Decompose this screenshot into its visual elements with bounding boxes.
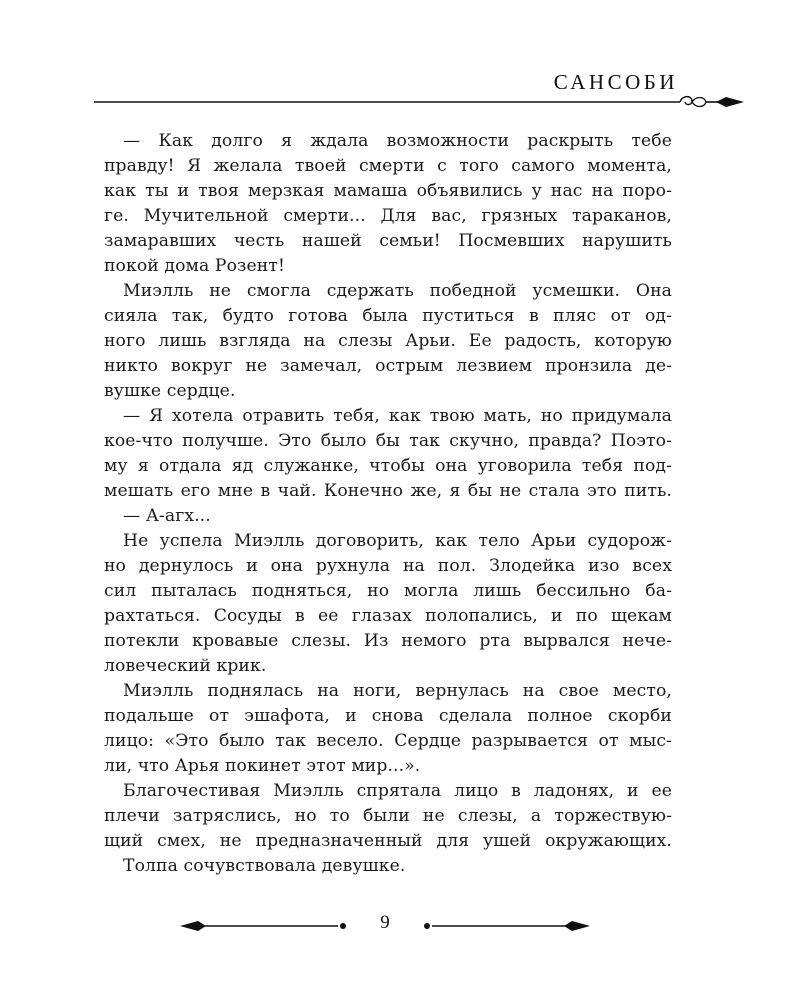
text-line: Миэлль поднялась на ноги, вернулась на свое место, (123, 681, 672, 701)
text-line: ловеческий крик. (104, 656, 267, 676)
text-line: — Как долго я ждала возможности раскрыть тебе (123, 131, 672, 151)
text-line: подальше от эшафота, и снова сделала полное скорби (104, 706, 672, 726)
text-line: как ты и твоя мерзкая мамаша объявились у нас на поро- (104, 181, 672, 201)
text-line: кое-что получше. Это было бы так скучно, правда? Поэто- (104, 431, 672, 451)
text-line: мешать его мне в чай. Конечно же, я бы не стала это пить. (104, 481, 672, 501)
text-line: Толпа сочувствовала девушке. (123, 856, 406, 876)
page-footer (180, 908, 590, 944)
text-line: Не успела Миэлль договорить, как тело Арьи судорож- (123, 531, 672, 551)
text-line: плечи затряслись, но то были не слезы, а торжествую- (104, 806, 672, 826)
text-line: никто вокруг не замечал, острым лезвием пронзила де- (104, 356, 672, 376)
text-line: Миэлль не смогла сдержать победной усмешки. Она (123, 281, 672, 301)
body-text (104, 129, 672, 879)
text-line: покой дома Розент! (104, 256, 285, 276)
text-line: лицо: «Это было так весело. Сердце разрывается от мыс- (104, 731, 672, 751)
text-line: — Я хотела отравить тебя, как твою мать, но придумала (123, 406, 672, 426)
header-rule-ornament (94, 92, 744, 116)
text-line: ге. Мучительной смерти... Для вас, грязных тараканов, (104, 206, 672, 226)
text-line: потекли кровавые слезы. Из немого рта вырвался нече- (104, 631, 672, 651)
running-head: САНСОБИ (553, 70, 678, 94)
text-line: вушке сердце. (104, 381, 236, 401)
text-line: сил пыталась подняться, но могла лишь бессильно ба- (104, 581, 672, 601)
text-line: ного лишь взгляда на слезы Арьи. Ее радость, которую (104, 331, 672, 351)
text-line: но дернулось и она рухнула на пол. Злодейка изо всех (104, 556, 672, 576)
text-line: ли, что Арья покинет этот мир...». (104, 756, 421, 776)
text-line: замаравших честь нашей семьи! Посмевших нарушить (104, 231, 672, 251)
text-line: щий смех, не предназначенный для ушей окружающих. (104, 831, 672, 851)
text-line: Благочестивая Миэлль спрятала лицо в ладонях, и ее (123, 781, 672, 801)
text-line: му я отдала яд служанке, чтобы она уговорила тебя под- (104, 456, 672, 476)
text-line: — А-агх... (123, 506, 211, 526)
text-line: сияла так, будто готова была пуститься в пляс от од- (104, 306, 672, 326)
text-line: правду! Я желала твоей смерти с того самого момента, (104, 156, 672, 176)
text-line: рахтаться. Сосуды в ее глазах полопались, и по щекам (104, 606, 672, 626)
footer-right-ornament (420, 916, 590, 936)
page-number: 9 (380, 912, 390, 933)
